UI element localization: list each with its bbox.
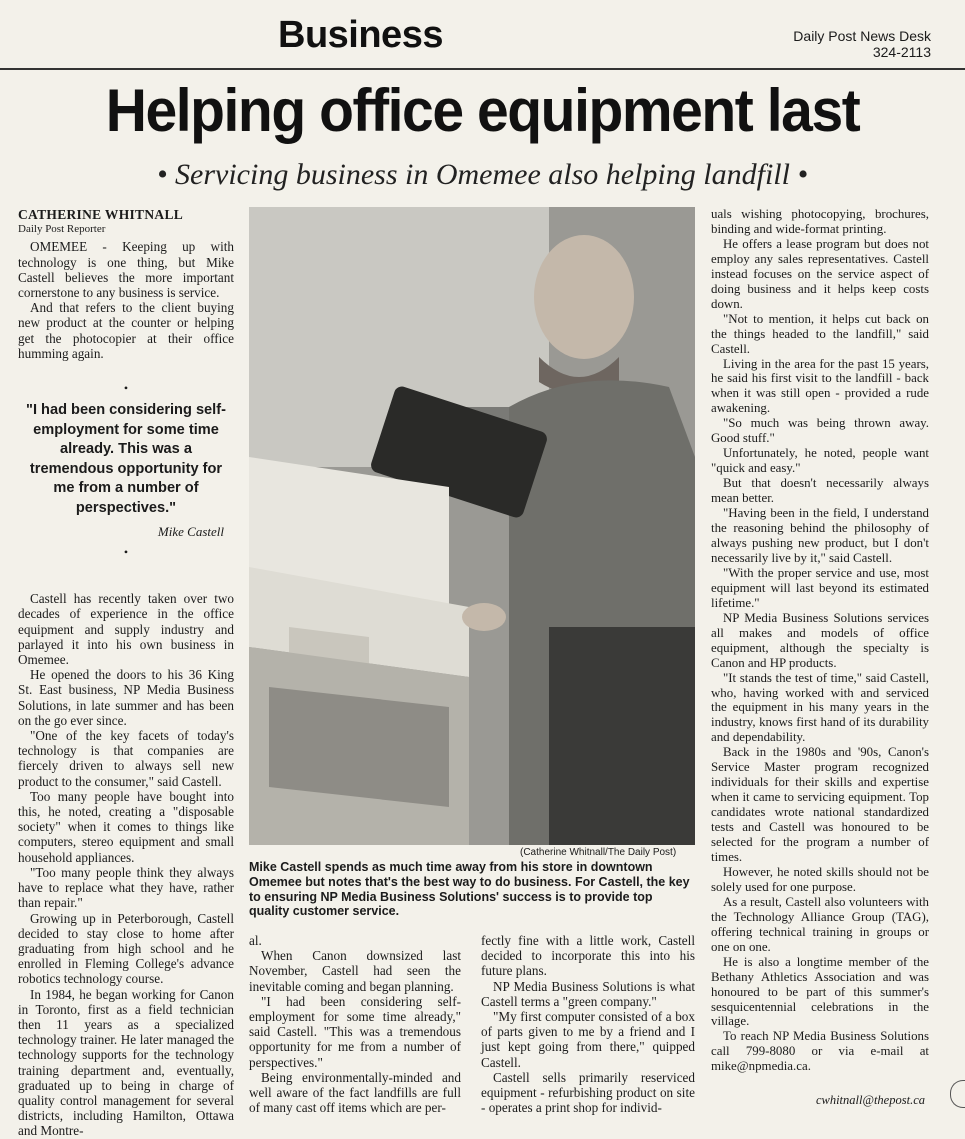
paragraph: Living in the area for the past 15 years, he said his first visit to the landfill - back when it was still open - provided a rude awakening. — [711, 356, 929, 416]
paragraph: Growing up in Peterborough, Castell decided to stay close to home after graduating from high school and he enrolled in Fleming College's advance robotics technology course. — [18, 910, 234, 987]
desk-name: Daily Post News Desk — [793, 28, 931, 44]
registration-mark-icon — [950, 1080, 965, 1108]
paragraph: "So much was being thrown away. Good stuff." — [711, 416, 929, 446]
paragraph: Being environmentally-minded and well aware of the fact landfills are full of many cast off items which are per- — [249, 1069, 461, 1116]
paragraph: NP Media Business Solutions is what Castell terms a "green company." — [481, 978, 695, 1009]
paragraph: However, he noted skills should not be solely used for one purpose. — [711, 864, 929, 894]
header-rule — [0, 68, 965, 70]
column-4 — [711, 207, 929, 1074]
paragraph: "Too many people think they always have to replace what they have, rather than repair." — [18, 864, 234, 911]
headline: Helping office equipment last — [105, 77, 860, 144]
column-2 — [249, 933, 461, 1115]
paragraph: "Having been in the field, I understand the reasoning behind the philosophy of always pushing new product, but I don't necessarily live by it," said Castell. — [711, 506, 929, 565]
paragraph: "I had been considering self-employment for some time already," said Castell. "This was a tremendous opportunity for me from a number of perspectives." — [249, 993, 461, 1070]
photo-caption: Mike Castell spends as much time away from his store in downtown Omemee but notes that's the best way to do business. For Castell, the key to ensuring NP Media Business Solutions' success is to provide top quality customer service. — [249, 860, 690, 919]
bullet-icon: • — [123, 545, 129, 560]
column-3 — [481, 933, 695, 1115]
news-desk-contact — [793, 28, 931, 60]
paragraph: "It stands the test of time," said Castell, who, having worked with and serviced the equipment in his many years in the industry, knows first hand of its durability and dependability. — [711, 670, 929, 745]
paragraph: He offers a lease program but does not employ any sales representatives. Castell instead focuses on the service aspect of doing business and it helps keep costs down. — [711, 236, 929, 311]
desk-phone: 324-2113 — [872, 44, 931, 60]
paragraph: "One of the key facets of today's technology is that companies are fiercely driven to always sell new product to the consumer," said Castell. — [18, 728, 234, 789]
reporter-email: cwhitnall@thepost.ca — [815, 1093, 925, 1107]
paragraph: When Canon downsized last November, Castell had seen the inevitable coming and began planning. — [249, 948, 461, 994]
pull-quote: "I had been considering self-employment for some time already. This was a tremendous opportunity for me from a number of perspectives." — [26, 402, 226, 516]
photo-illustration — [249, 207, 695, 845]
paragraph: NP Media Business Solutions services all makes and models of office equipment, although the specialty is Canon and HP products. — [711, 610, 929, 670]
paragraph: But that doesn't necessarily always mean better. — [711, 476, 929, 506]
subheadline: • Servicing business in Omemee also helping landfill • — [157, 158, 808, 191]
paragraph: Too many people have bought into this, he noted, creating a "disposable society" when it comes to things like computers, stereo equipment and small household appliances. — [18, 788, 234, 865]
paragraph: He is also a longtime member of the Bethany Athletics Association and was honoured to be part of this summer's sesquicentennial celebrations in the village. — [711, 954, 929, 1029]
paragraph: Unfortunately, he noted, people want "quick and easy." — [711, 446, 929, 476]
paragraph: Back in the 1980s and '90s, Canon's Service Master program recognized individuals for their skills and expertise when it came to servicing equipment. Top candidates wrote national standardized tests and Castell was honoured to be selected for the program a number of times. — [711, 745, 929, 864]
paragraph: "With the proper service and use, most equipment will last beyond its estimated lifetime." — [711, 565, 929, 610]
paragraph: And that refers to the client buying new product at the counter or helping get the photocopier at their office humming again. — [18, 300, 234, 361]
paragraph: Castell has recently taken over two decades of experience in the office equipment and supply industry and parlayed it into his own business in Omemee. — [18, 591, 234, 668]
paragraph: "Not to mention, it helps cut back on the things headed to the landfill," said Castell. — [711, 311, 929, 356]
pull-quote-attribution: Mike Castell — [157, 524, 224, 540]
paragraph: He opened the doors to his 36 King St. East business, NP Media Business Solutions, in late summer and has been on the go ever since. — [18, 667, 234, 728]
paragraph: In 1984, he began working for Canon in Toronto, first as a field technician then 11 years as a specialized technology trainer. He later managed the technology supports for the technology training department and, eventually, graduated up to being in charge of quality control management for several districts, including Hamilton, Ottawa and Montre- — [18, 986, 234, 1139]
article-photo — [249, 207, 695, 845]
section-name: Business — [278, 14, 443, 56]
bullet-icon: • — [123, 381, 129, 396]
paragraph: "My first computer consisted of a box of parts given to me by a friend and I just kept going from there," quipped Castell. — [481, 1009, 695, 1070]
paragraph: To reach NP Media Business Solutions call 799-8080 or via e-mail at mike@npmedia.ca. — [711, 1029, 929, 1074]
photo-credit: (Catherine Whitnall/The Daily Post) — [520, 847, 677, 858]
column-1 — [18, 207, 234, 1139]
byline: CATHERINE WHITNALL — [18, 207, 184, 222]
paragraph: fectly fine with a little work, Castell decided to incorporate this into his future plans. — [481, 933, 695, 979]
paragraph: uals wishing photocopying, brochures, binding and wide-format printing. — [711, 207, 929, 236]
paragraph: OMEMEE - Keeping up with technology is one thing, but Mike Castell believes the more important cornerstone to any business is service. — [18, 239, 234, 301]
paragraph: al. — [249, 933, 262, 948]
paragraph: As a result, Castell also volunteers with the Technology Alliance Group (TAG), offering technical training in groups or one on one. — [711, 894, 929, 954]
byline-role: Daily Post Reporter — [18, 223, 106, 236]
paragraph: Castell sells primarily reserviced equipment - refurbishing product on site - operates a print shop for individ- — [481, 1069, 695, 1116]
